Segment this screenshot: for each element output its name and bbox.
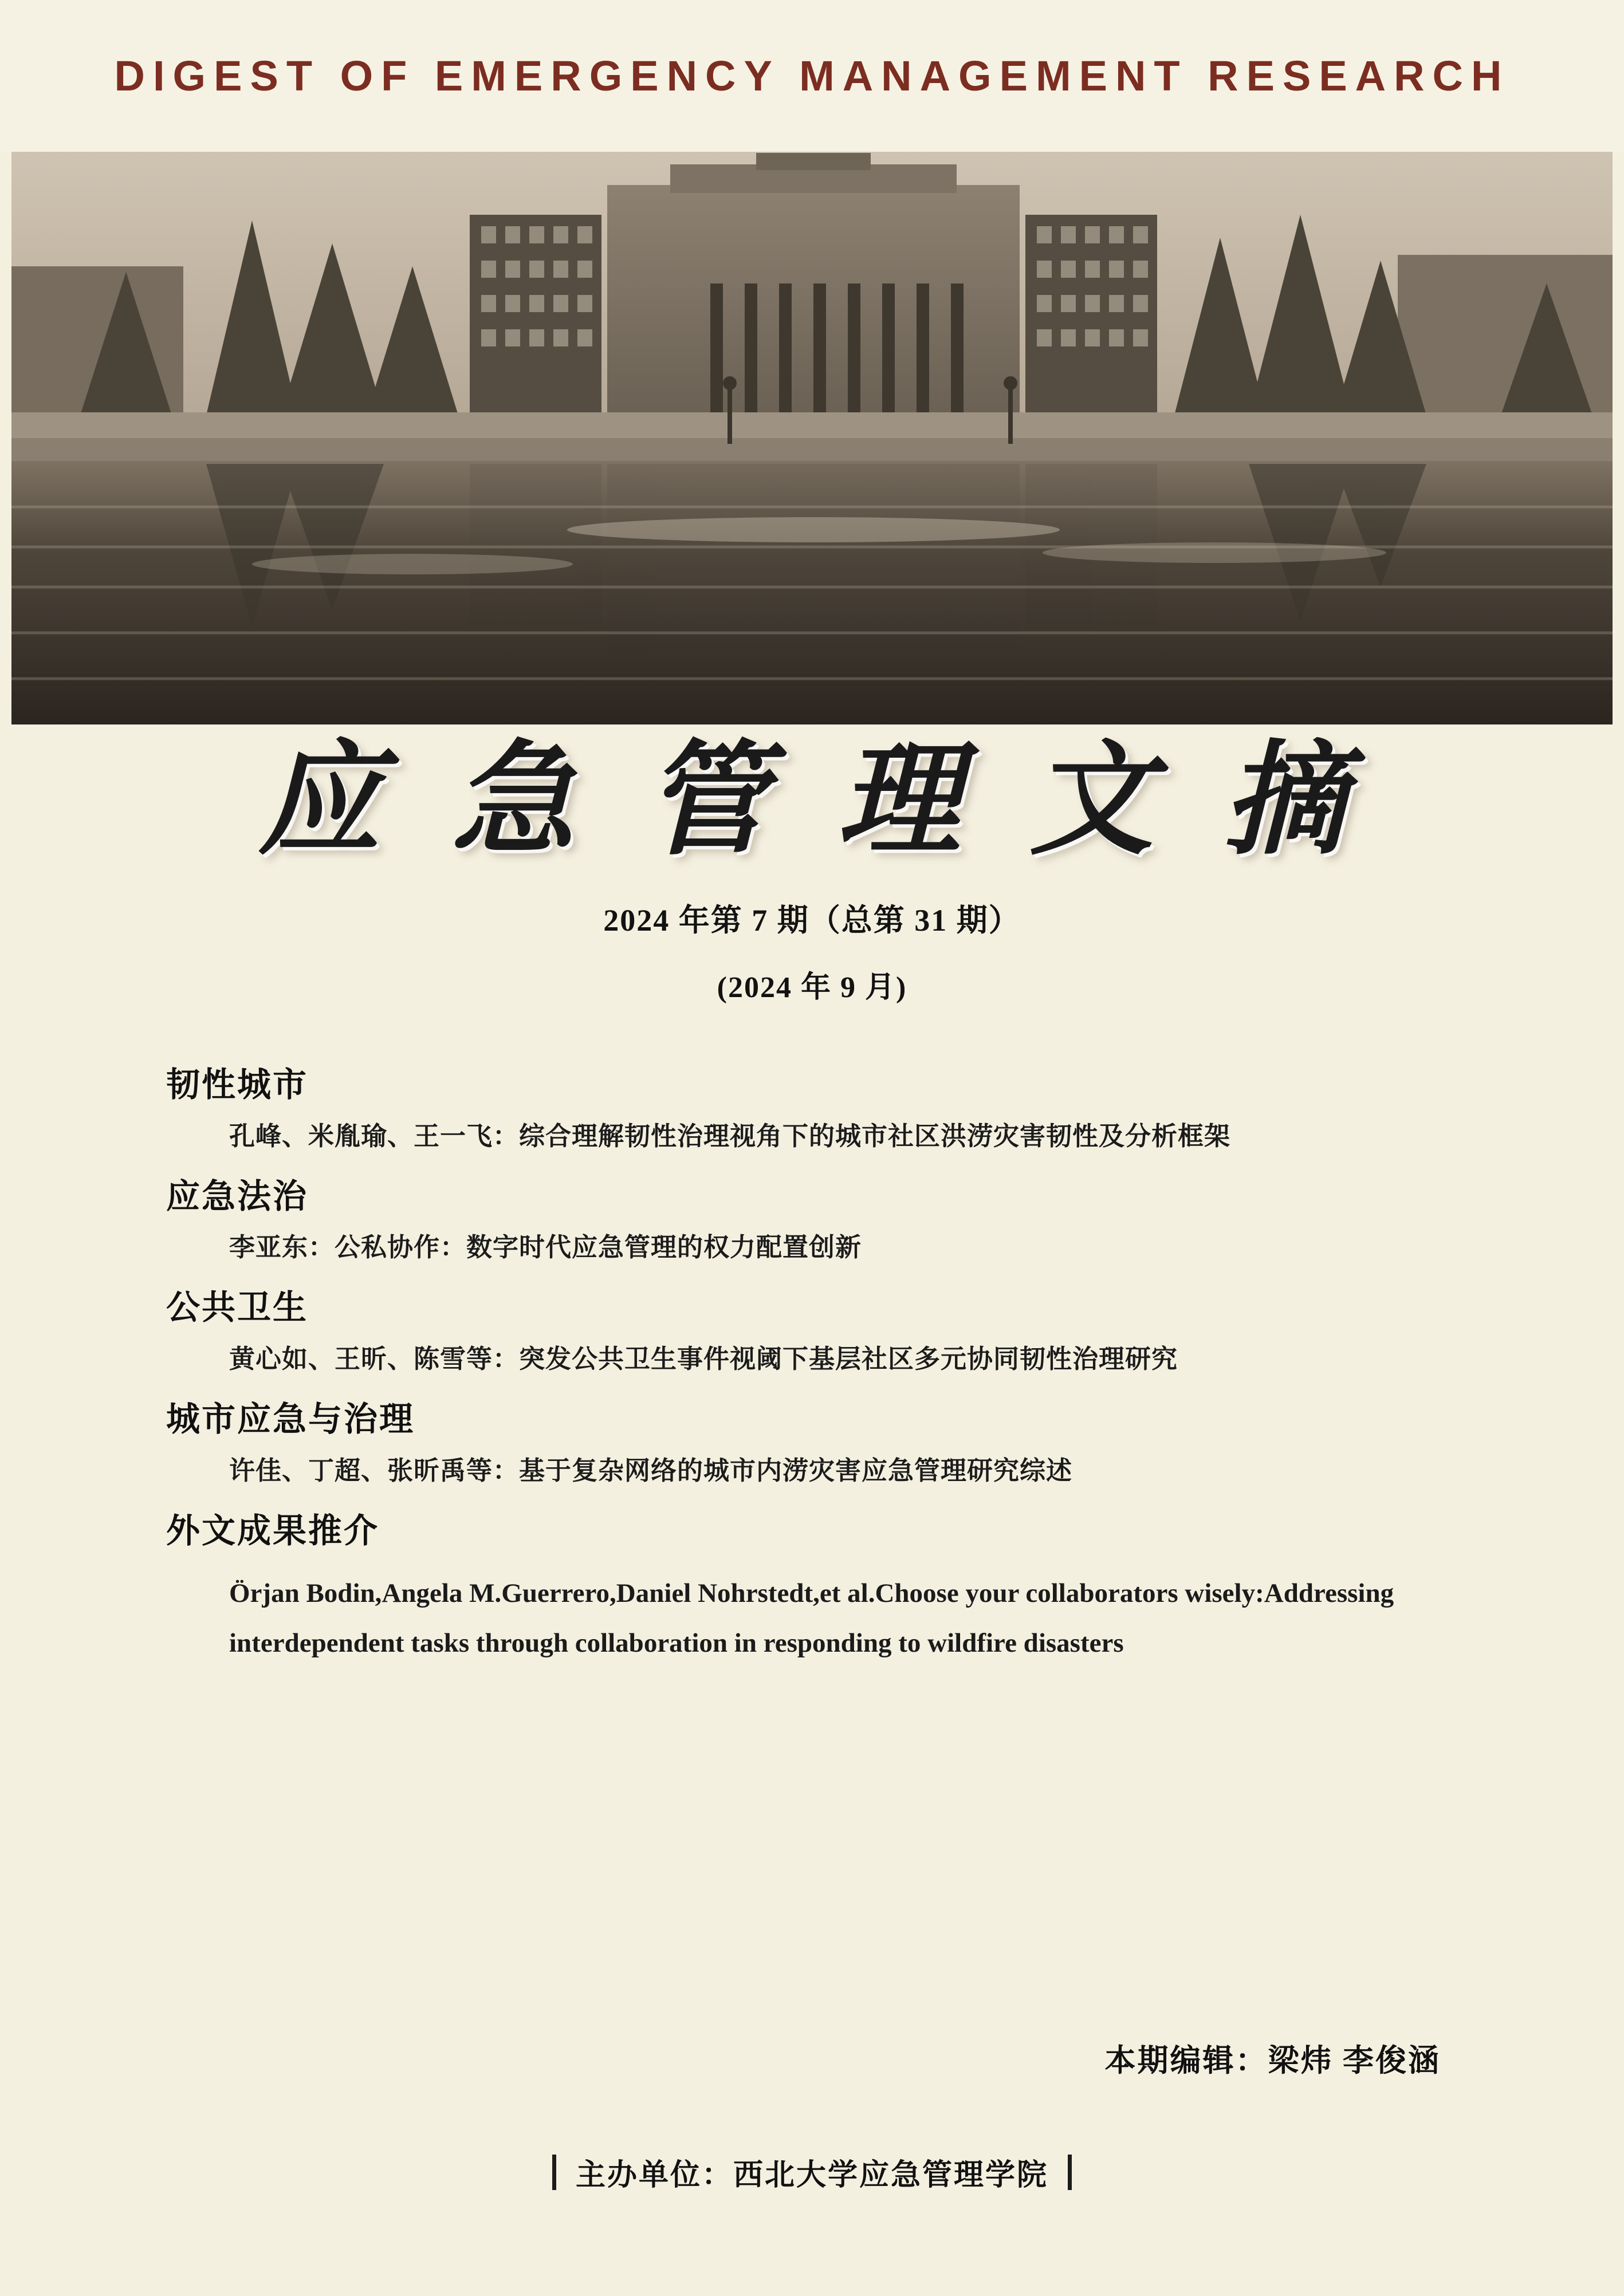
toc-section-heading: 公共卫生 <box>166 1289 309 1327</box>
table-of-contents <box>166 1062 1484 1674</box>
english-banner <box>0 0 1624 152</box>
issue-editor: 本期编辑：梁炜 李俊涵 <box>1104 2043 1441 2078</box>
toc-entry[interactable]: 黄心如、王昕、陈雪等：突发公共卫生事件视阈下基层社区多元协同韧性治理研究 <box>229 1344 1178 1373</box>
issue-date: (2024 年 9 月) <box>717 971 907 1005</box>
toc-entry-english[interactable]: Örjan Bodin,Angela M.Guerrero,Daniel Nohrstedt,et al.Choose your collaborators wisely:Addressing interdependent tasks through collaboration in responding to wildfire disasters <box>229 1578 1394 1659</box>
toc-section-heading: 韧性城市 <box>166 1066 309 1104</box>
toc-section <box>166 1174 1484 1266</box>
toc-section <box>166 1062 1484 1155</box>
left-rule-divider <box>552 2155 556 2190</box>
toc-section <box>166 1285 1484 1377</box>
toc-section-heading: 外文成果推介 <box>166 1511 380 1550</box>
toc-section-heading: 应急法治 <box>166 1177 309 1215</box>
journal-title: 应 急 管 理 文 摘 <box>258 732 1366 869</box>
toc-section <box>166 1397 1484 1489</box>
issue-number: 2024 年第 7 期（总第 31 期） <box>603 903 1021 938</box>
toc-entry[interactable]: 李亚东：公私协作：数字时代应急管理的权力配置创新 <box>229 1233 862 1262</box>
toc-section <box>166 1509 1484 1669</box>
toc-section-heading: 城市应急与治理 <box>166 1400 415 1438</box>
toc-entry[interactable]: 许佳、丁超、张昕禹等：基于复杂网络的城市内涝灾害应急管理研究综述 <box>229 1456 1073 1485</box>
cover-photo-image <box>11 152 1613 724</box>
english-banner-title: DIGEST OF EMERGENCY MANAGEMENT RESEARCH <box>114 52 1510 100</box>
cover-photo <box>11 152 1613 724</box>
masthead <box>0 730 1624 1006</box>
sponsor-text: 主办单位：西北大学应急管理学院 <box>575 2159 1048 2192</box>
toc-entry[interactable]: 孔峰、米胤瑜、王一飞：综合理解韧性治理视角下的城市社区洪涝灾害韧性及分析框架 <box>229 1121 1231 1151</box>
right-rule-divider <box>1068 2155 1072 2190</box>
sponsor-line <box>0 2151 1624 2193</box>
